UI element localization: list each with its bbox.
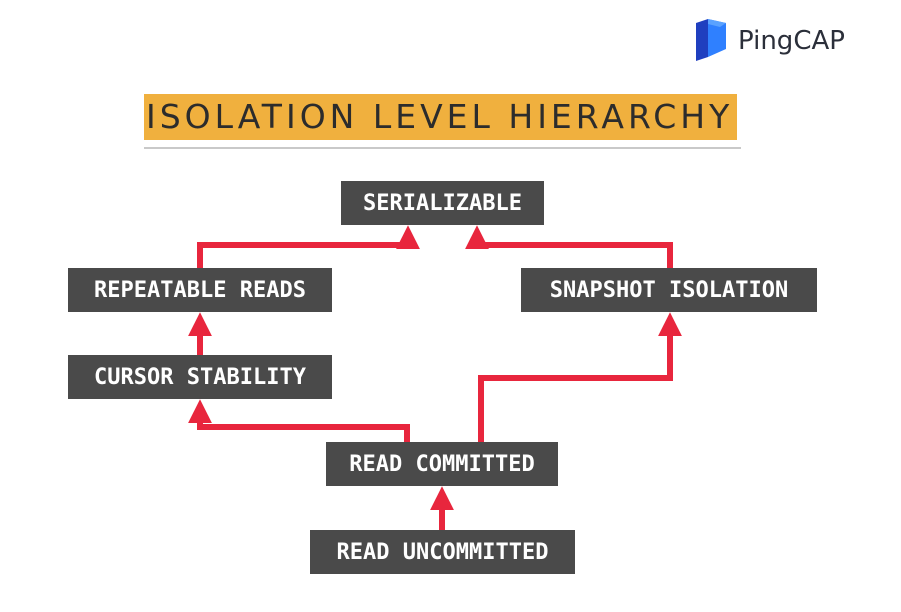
node-cursor-stability: CURSOR STABILITY <box>68 355 332 399</box>
node-snapshot-isolation: SNAPSHOT ISOLATION <box>521 268 817 312</box>
node-repeatable-reads: REPEATABLE READS <box>68 268 332 312</box>
arrow-repeatable-to-serializable <box>200 236 408 268</box>
node-serializable: SERIALIZABLE <box>341 181 544 225</box>
arrow-snapshot-to-serializable <box>477 236 670 268</box>
node-read-uncommitted: READ UNCOMMITTED <box>310 530 575 574</box>
node-read-committed: READ COMMITTED <box>326 442 558 486</box>
logo-text: PingCAP <box>738 26 845 56</box>
page-title: ISOLATION LEVEL HIERARCHY <box>144 94 737 140</box>
arrow-committed-to-cursor <box>200 410 407 442</box>
arrow-committed-to-snapshot <box>481 323 670 442</box>
